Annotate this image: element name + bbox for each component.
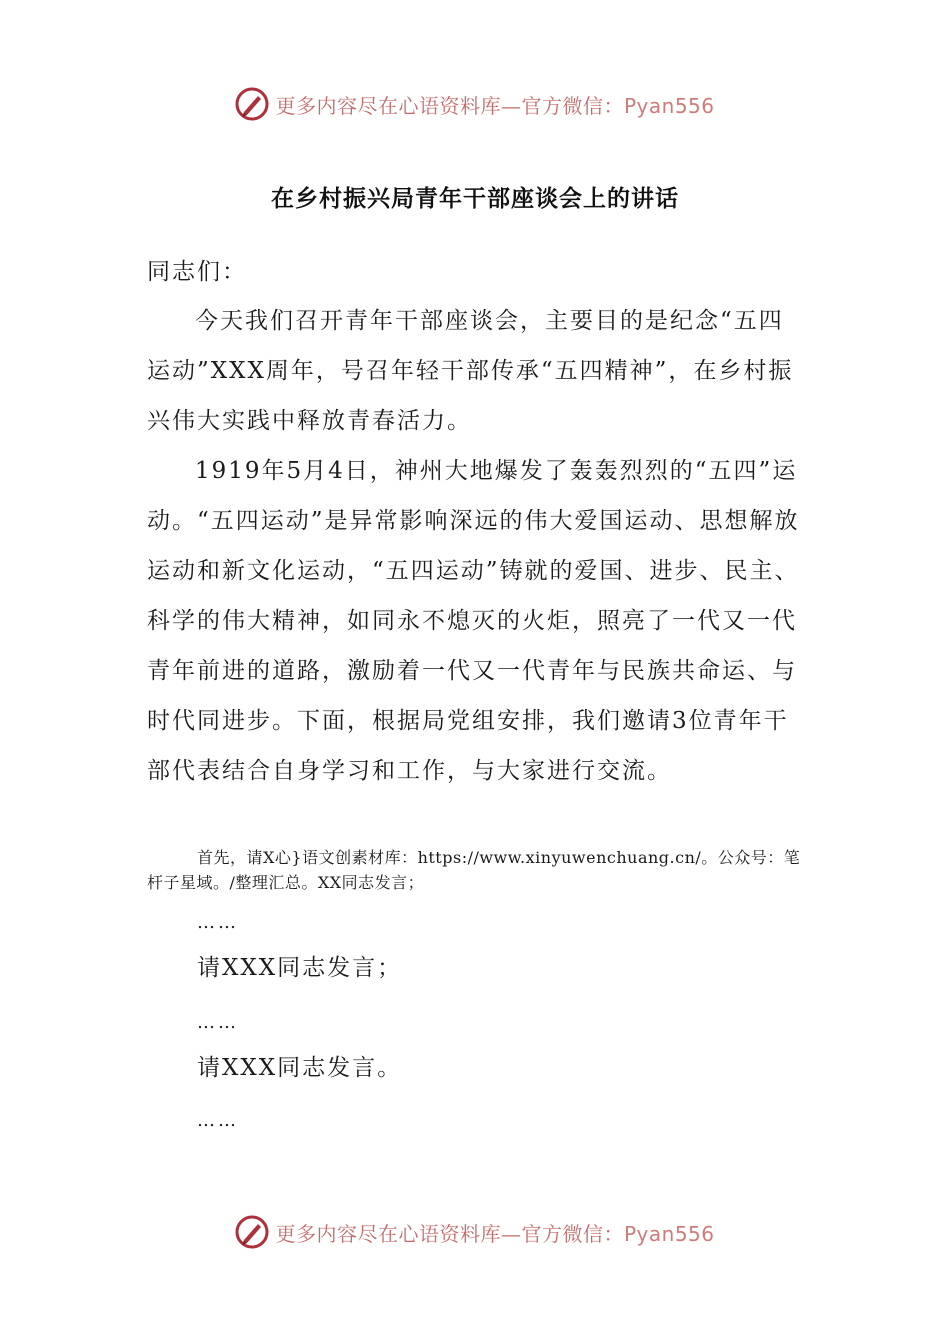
paragraph-intro: 今天我们召开青年干部座谈会，主要目的是纪念“五四运动”XXX周年，号召年轻干部传承“五四精神”，在乡村振兴伟大实践中释放青春活力。 bbox=[147, 308, 794, 434]
banner-slogan: 更多内容尽在心语资料库—官方微信： bbox=[275, 93, 624, 118]
banner-text bbox=[275, 1218, 714, 1247]
ellipsis-3: …… bbox=[197, 1110, 239, 1131]
pen-logo-icon bbox=[235, 1215, 269, 1249]
banner-text bbox=[275, 90, 714, 119]
speaker-line-2: 请XXX同志发言； bbox=[197, 955, 403, 981]
ellipsis-1: …… bbox=[197, 912, 239, 933]
footer-banner bbox=[0, 1208, 950, 1256]
paragraph-history: 1919年5月4日，神州大地爆发了轰轰烈烈的“五四”运动。“五四运动”是异常影响深远的伟大爱国运动、思想解放运动和新文化运动，“五四运动”铸就的爱国、进步、民主、科学的伟大精神，如同永不熄灭的火炬，照亮了一代又一代青年前进的道路，激励着一代又一代青年与民族共命运、与时代同进步。下面，根据局党组安排，我们邀请3位青年干部代表结合自身学习和工作，与大家进行交流。 bbox=[147, 458, 800, 784]
document-title: 在乡村振兴局青年干部座谈会上的讲话 bbox=[271, 186, 679, 212]
ellipsis-2: …… bbox=[197, 1012, 239, 1033]
pen-logo-icon bbox=[235, 87, 269, 121]
salutation: 同志们： bbox=[147, 259, 247, 285]
banner-wechat-id: Pyan556 bbox=[623, 93, 715, 118]
speaker-line-3: 请XXX同志发言。 bbox=[197, 1055, 403, 1081]
header-banner bbox=[0, 80, 950, 128]
banner-slogan: 更多内容尽在心语资料库—官方微信： bbox=[275, 1221, 624, 1246]
source-note: 首先，请X心}语文创素材库：https://www.xinyuwenchuang.cn/。公众号：笔杆子星域。/整理汇总。XX同志发言； bbox=[147, 848, 801, 892]
banner-wechat-id: Pyan556 bbox=[623, 1221, 715, 1246]
